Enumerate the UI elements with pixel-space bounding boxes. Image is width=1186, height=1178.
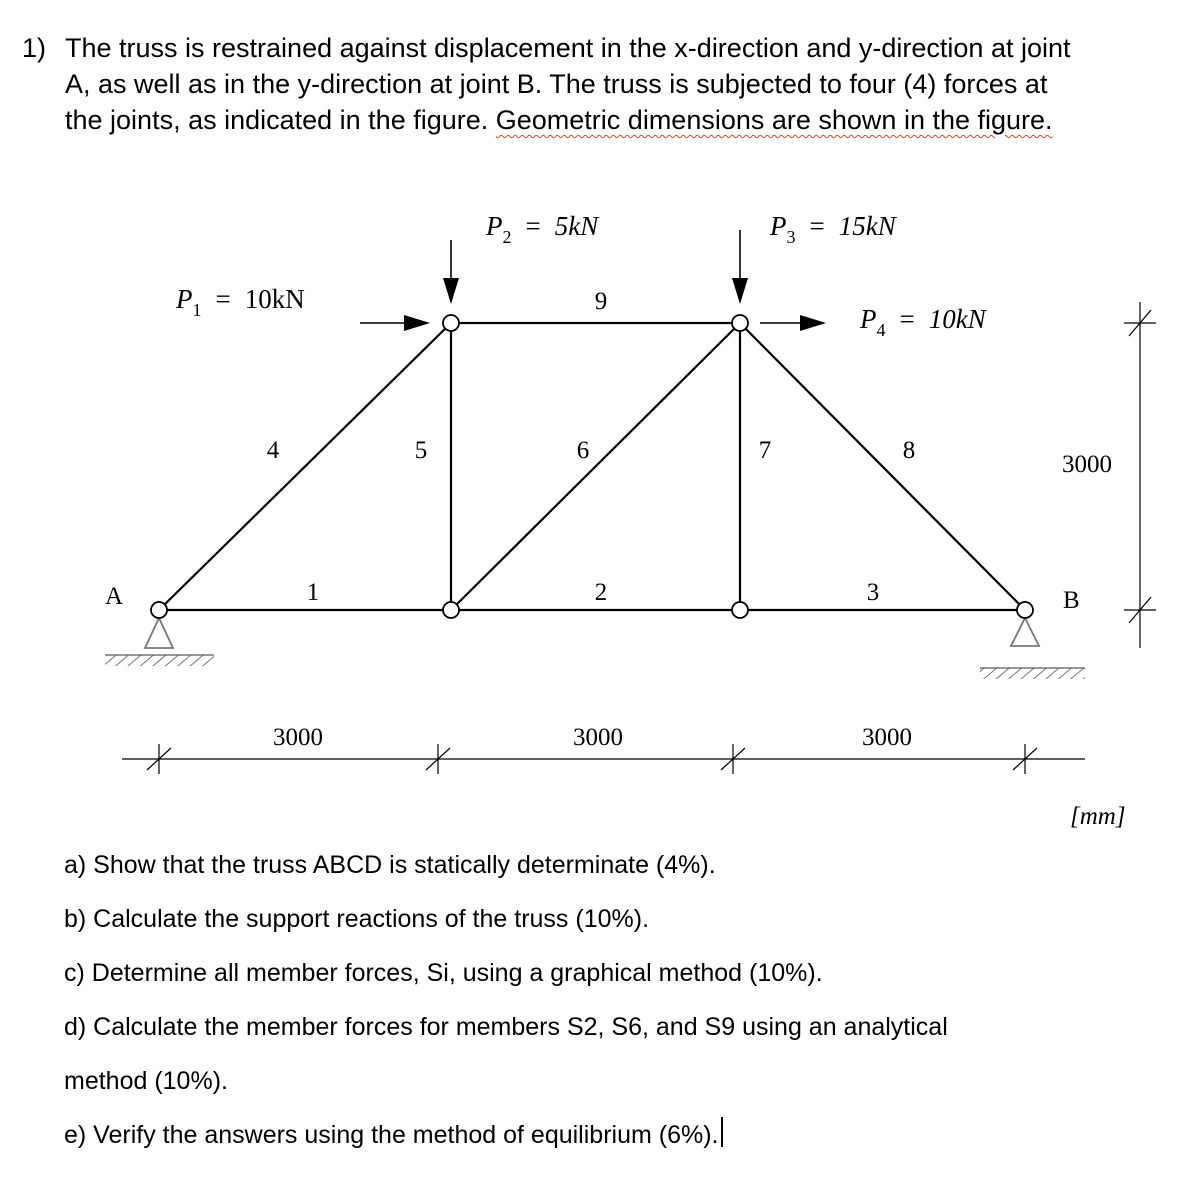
p4-equals: = <box>899 304 915 334</box>
problem-line-2: A, as well as in the y-direction at joint B. The truss is subjected to four (4) forces at <box>65 69 1048 99</box>
member-8-label: 8 <box>902 437 916 464</box>
member-9-label: 9 <box>594 288 608 315</box>
problem-line-1: The truss is restrained against displacement in the x-direction and y-direction at joint <box>65 33 1071 63</box>
spellcheck-marked-text: Geometric dimensions are shown in the figure. <box>495 105 1053 135</box>
p2-arrow <box>443 240 459 304</box>
question-c: c) Determine all member forces, Si, using a graphical method (10%). <box>64 959 823 987</box>
p4-label <box>859 304 988 340</box>
support-b-label: B <box>1063 587 1080 614</box>
p1-symbol: P <box>176 284 193 314</box>
p3-label <box>769 211 898 247</box>
question-e-line <box>64 1108 1164 1162</box>
joint-c1 <box>443 602 459 618</box>
p2-value: 5kN <box>554 211 599 241</box>
member-6-label: 6 <box>576 437 590 464</box>
joint-a <box>151 602 167 618</box>
p4-subscript: 4 <box>876 320 886 340</box>
p1-equals: = <box>215 284 231 314</box>
p2-symbol: P <box>486 211 503 241</box>
member-2-label: 2 <box>594 579 608 606</box>
member-6 <box>451 323 740 610</box>
question-d-line-1: d) Calculate the member forces for members S2, S6, and S9 using an analytical <box>64 1013 948 1041</box>
p3-equals: = <box>809 211 825 241</box>
vertical-dimension <box>1124 302 1156 648</box>
member-5-label: 5 <box>414 437 428 464</box>
p2-label <box>485 211 600 247</box>
member-3-label: 3 <box>866 579 880 606</box>
question-e: e) Verify the answers using the method of equilibrium (6%). <box>64 1121 719 1149</box>
support-b <box>980 618 1085 679</box>
p1-label <box>175 284 305 320</box>
p3-value: 15kN <box>838 211 896 241</box>
support-b-hatch <box>980 668 1085 679</box>
p2-equals: = <box>525 211 541 241</box>
p4-symbol: P <box>860 304 877 334</box>
truss-joints <box>151 315 1033 618</box>
p2-subscript: 2 <box>502 227 512 247</box>
support-a-label: A <box>105 583 124 610</box>
dim-bay-2: 3000 <box>573 724 623 751</box>
joint-b <box>1017 602 1033 618</box>
p3-subscript: 3 <box>786 227 796 247</box>
joint-t2 <box>732 315 748 331</box>
member-4-label: 4 <box>266 437 280 464</box>
joint-t1 <box>443 315 459 331</box>
question-list <box>64 838 1164 1162</box>
question-b: b) Calculate the support reactions of the truss (10%). <box>64 905 650 933</box>
text-cursor <box>721 1117 723 1147</box>
p1-arrow <box>360 315 430 331</box>
p1-value: 10kN <box>244 284 305 314</box>
question-d-line-2: method (10%). <box>64 1067 228 1095</box>
support-a <box>105 618 214 666</box>
problem-number: 1) <box>22 33 47 63</box>
dim-height: 3000 <box>1062 451 1112 478</box>
support-a-triangle <box>145 618 173 648</box>
load-arrows <box>360 230 826 331</box>
member-8 <box>740 323 1025 610</box>
support-b-triangle <box>1011 618 1039 646</box>
support-a-hatch <box>105 655 214 666</box>
p4-arrow <box>760 315 826 331</box>
member-4 <box>159 323 451 610</box>
p4-value: 10kN <box>928 304 986 334</box>
dim-bay-1: 3000 <box>273 724 323 751</box>
problem-line-3: the joints, as indicated in the figure. <box>65 105 496 135</box>
p1-subscript: 1 <box>192 300 202 320</box>
member-1-label: 1 <box>306 579 320 606</box>
dimension-unit: [mm] <box>1070 803 1126 830</box>
dim-bay-3: 3000 <box>862 724 912 751</box>
p3-symbol: P <box>770 211 787 241</box>
member-7-label: 7 <box>758 437 772 464</box>
truss-members <box>159 323 1025 610</box>
p3-arrow <box>732 230 748 304</box>
joint-c2 <box>732 602 748 618</box>
question-a: a) Show that the truss ABCD is statically determinate (4%). <box>64 851 716 879</box>
